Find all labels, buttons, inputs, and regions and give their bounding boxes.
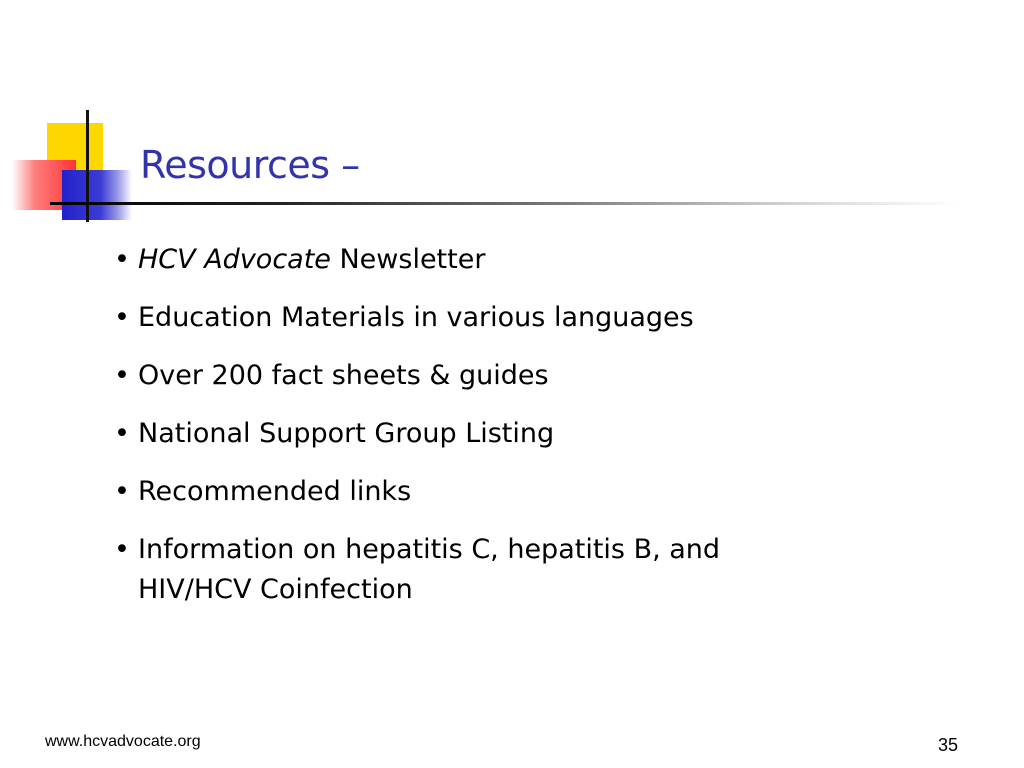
bullet-item xyxy=(112,530,838,610)
bullet-list xyxy=(112,240,932,628)
bullet-dot-icon: • xyxy=(114,360,130,391)
bullet-dot-icon: • xyxy=(114,244,130,275)
footer-url: www.hcvadvocate.org xyxy=(45,733,201,750)
bullet-item xyxy=(112,298,932,338)
title-underline xyxy=(50,202,960,205)
vertical-rule xyxy=(86,110,89,222)
page-number: 35 xyxy=(938,735,959,755)
bullet-item xyxy=(112,472,932,512)
bullet-item xyxy=(112,240,932,280)
bullet-dot-icon: • xyxy=(114,534,130,565)
bullet-text: Recommended links xyxy=(138,476,412,507)
slide-title: Resources – xyxy=(140,143,360,187)
blue-square-shape xyxy=(62,170,132,220)
bullet-item xyxy=(112,414,932,454)
bullet-dot-icon: • xyxy=(114,302,130,333)
bullet-text: Information on hepatitis C, hepatitis B, and HIV/HCV Coinfection xyxy=(138,534,721,605)
bullet-italic-text: HCV Advocate xyxy=(138,244,331,275)
bullet-dot-icon: • xyxy=(114,476,130,507)
bullet-text: Over 200 fact sheets & guides xyxy=(138,360,549,391)
bullet-text: Education Materials in various languages xyxy=(138,302,694,333)
bullet-item xyxy=(112,356,932,396)
bullet-dot-icon: • xyxy=(114,418,130,449)
bullet-text: Newsletter xyxy=(330,244,486,275)
bullet-text: National Support Group Listing xyxy=(138,418,555,449)
